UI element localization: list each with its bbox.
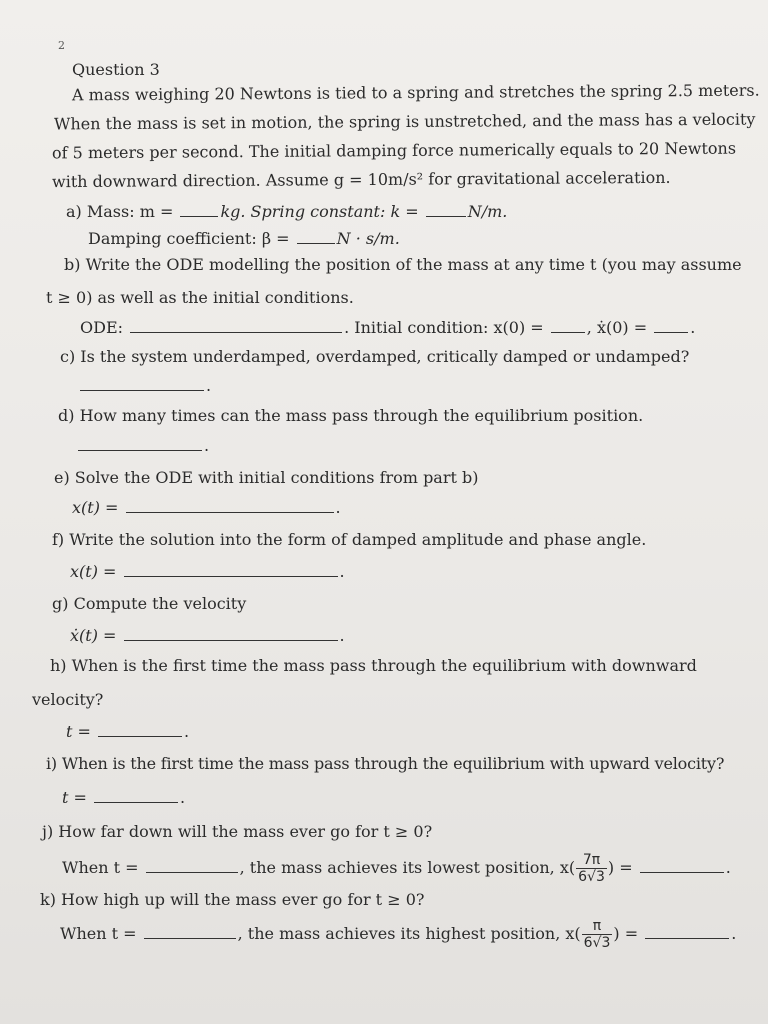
ode-label: ODE: [80,318,129,337]
part-a-line [66,202,507,222]
part-i-answer-line [62,788,185,808]
part-e-question: e) Solve the ODE with initial conditions from part b) [54,468,479,487]
velocity-label: ẋ(t) = [70,626,122,645]
lowest-time-blank[interactable] [146,858,238,873]
part-j-answer-line [62,848,731,888]
part-f-answer-line [70,562,345,582]
lowest-position-blank[interactable] [640,858,724,873]
part-g-question: g) Compute the velocity [52,594,247,613]
t-label: t = [62,788,93,807]
part-c-question: c) Is the system underdamped, overdamped, critically damped or undamped? [60,347,690,366]
upward-crossing-time-blank[interactable] [94,788,178,803]
intro-line-1: A mass weighing 20 Newtons is tied to a spring and stretches the spring 2.5 meters. [71,80,760,105]
question-heading: Question 3 [72,60,160,79]
damping-line [88,229,400,249]
highest-time-fraction [582,918,613,951]
part-h-question-line-1: h) When is the first time the mass pass through the equilibrium with downward [50,656,697,675]
downward-crossing-time-blank[interactable] [98,722,182,737]
part-e-answer-line [72,498,341,518]
highest-position-blank[interactable] [645,924,729,939]
period: . [206,376,212,395]
initial-condition-label: . Initial condition: x(0) = [344,318,549,337]
fraction-numerator: 7π [576,852,607,869]
part-d-question: d) How many times can the mass pass through the equilibrium position. [58,406,644,425]
period: . [339,562,345,581]
intro-line-3: of 5 meters per second. The initial damping force numerically equals to 20 Newtons [51,138,737,163]
part-c-answer-line [78,376,211,396]
part-g-answer-line [70,626,345,646]
highest-position-label: , the mass achieves its highest position, x( [237,924,581,943]
when-label: When t = [62,858,144,877]
part-j-question: j) How far down will the mass ever go for t ≥ 0? [42,822,433,841]
x-of-t-label: x(t) = [70,562,122,581]
damping-label: Damping coefficient: β = [88,229,295,248]
part-k-question: k) How high up will the mass ever go for t ≥ 0? [40,890,425,909]
lowest-time-fraction [576,852,607,885]
part-h-answer-line [66,722,189,742]
spring-unit: N/m. [467,202,508,221]
part-i-question: i) When is the first time the mass pass through the equilibrium with upward velocity? [46,754,725,773]
x-of-t-label: x(t) = [72,498,124,517]
part-b-line-1: b) Write the ODE modelling the position of the mass at any time t (you may assume [64,255,742,274]
fraction-numerator: π [582,918,613,935]
t-label: t = [66,722,97,741]
initial-velocity-blank[interactable] [654,318,688,333]
period: . [335,498,341,517]
part-h-question-line-2: velocity? [32,690,104,709]
mass-unit-label: kg. Spring constant: k = [220,202,424,221]
spring-constant-blank[interactable] [426,202,466,217]
lowest-position-label: , the mass achieves its lowest position, x( [239,858,576,877]
damping-type-blank[interactable] [80,376,204,391]
period: . [731,924,737,943]
part-b-ode-line [80,318,695,338]
initial-velocity-label: , ẋ(0) = [586,318,653,337]
crossings-blank[interactable] [78,436,202,451]
period: . [339,626,345,645]
period: . [725,858,731,877]
fraction-denominator: 6√3 [578,869,605,885]
initial-position-blank[interactable] [551,318,585,333]
intro-line-2: When the mass is set in motion, the spring is unstretched, and the mass has a velocity [53,109,756,134]
amplitude-phase-blank[interactable] [124,562,338,577]
velocity-blank[interactable] [124,626,338,641]
intro-line-4: with downward direction. Assume g = 10m/s² for gravitational acceleration. [51,167,671,192]
period: . [184,722,190,741]
solution-blank[interactable] [126,498,334,513]
period: . [180,788,186,807]
ode-blank[interactable] [130,318,342,333]
part-d-answer-line [76,436,209,456]
part-b-period: . [690,318,696,337]
part-k-answer-line [60,914,736,954]
part-b-line-2: t ≥ 0) as well as the initial conditions. [46,288,354,307]
equals-label: ) = [613,924,644,943]
damping-blank[interactable] [297,229,335,244]
part-f-question: f) Write the solution into the form of damped amplitude and phase angle. [52,530,647,549]
when-label: When t = [60,924,142,943]
equals-label: ) = [607,858,638,877]
mass-label: a) Mass: m = [66,202,179,221]
page-number: 2 [58,39,65,52]
period: . [204,436,210,455]
highest-time-blank[interactable] [144,924,236,939]
damping-unit: N · s/m. [336,229,400,248]
fraction-denominator: 6√3 [583,935,611,951]
mass-blank[interactable] [180,202,218,217]
